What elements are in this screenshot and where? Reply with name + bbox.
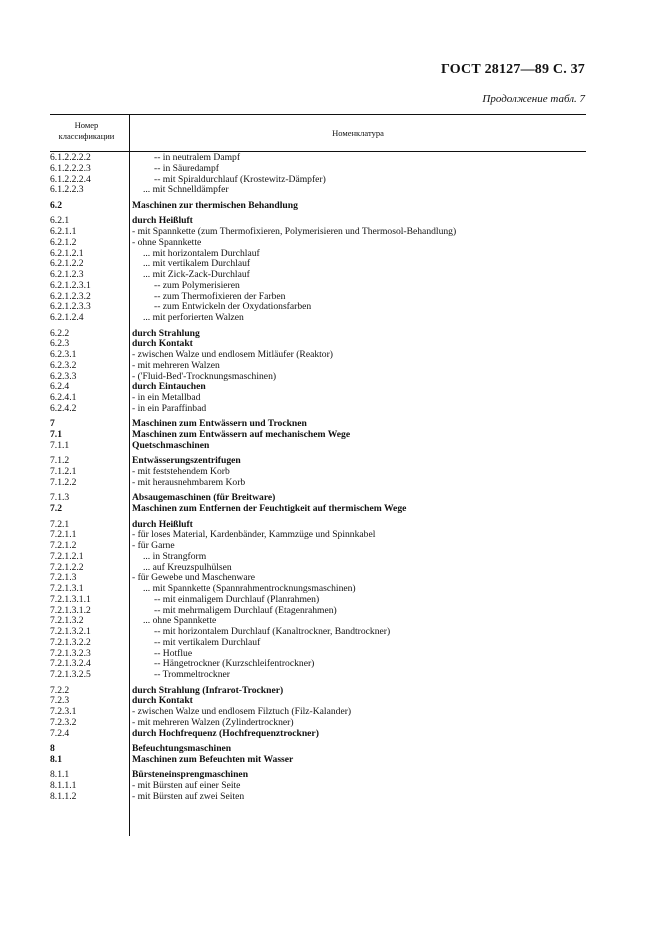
nomenclature-text: durch Strahlung (132, 327, 200, 339)
nomenclature-text: Maschinen zum Entfernen der Feuchtigkeit auf thermischem Wege (132, 503, 407, 514)
nomenclature-text: - mit mehreren Walzen (Zylindertrockner) (132, 716, 294, 728)
table-row (50, 270, 586, 281)
nomenclature-text: -- in Säuredampf (154, 162, 220, 174)
table-row (50, 201, 586, 212)
column-header-code-line2: классификации (58, 130, 115, 141)
classification-code: 7.2.1.3 (50, 572, 77, 584)
nomenclature-text: -- zum Polymerisieren (154, 279, 240, 291)
classification-code: 7.2.1.3.1 (50, 583, 84, 594)
table-row (50, 361, 586, 372)
nomenclature-text: -- mit vertikalem Durchlauf (154, 636, 261, 648)
nomenclature-text: - ('Fluid-Bed'-Trocknungsmaschinen) (132, 370, 277, 382)
nomenclature-text: Maschinen zur thermischen Behandlung (132, 199, 298, 211)
classification-code: 7.1.2.1 (50, 466, 77, 477)
table-row (50, 478, 586, 489)
table-row (50, 164, 586, 175)
classification-code: 6.1.2.2.2.4 (50, 173, 91, 185)
table-row (50, 313, 586, 324)
classification-code: 8.1.1.2 (50, 790, 77, 802)
nomenclature-text: Entwässerungszentrifugen (132, 455, 241, 467)
classification-code: 7.2 (50, 503, 62, 514)
table-continuation-note: Продолжение табл. 7 (482, 93, 585, 105)
nomenclature-text: - zwischen Walze und endlosem Filztuch (Filz-Kalander) (132, 706, 352, 717)
nomenclature-text: Bürsteneinsprengmaschinen (132, 769, 249, 781)
nomenclature-text: Absaugemaschinen (für Breitware) (132, 492, 276, 504)
classification-code: 6.2 (50, 199, 62, 211)
classification-code: 7.1.1 (50, 439, 70, 451)
table-row (50, 552, 586, 563)
table-row (50, 638, 586, 649)
nomenclature-text: - für Gewebe und Maschenware (132, 572, 256, 584)
table-row (50, 467, 586, 478)
classification-code: 6.2.1.2.1 (50, 247, 84, 259)
nomenclature-text: -- mit einmaligem Durchlauf (Planrahmen) (154, 593, 320, 605)
classification-code: 7.2.1.3.2.5 (50, 669, 91, 680)
classification-code: 7.2.1.3.2.3 (50, 647, 91, 659)
nomenclature-text: durch Heißluft (132, 215, 193, 227)
table-row (50, 563, 586, 574)
table-row (50, 404, 586, 415)
table-row (50, 430, 586, 441)
table-row (50, 372, 586, 383)
table-row (50, 292, 586, 303)
nomenclature-text: durch Strahlung (Infrarot-Trockner) (132, 684, 284, 696)
nomenclature-text: Maschinen zum Entwässern und Trocknen (132, 418, 307, 430)
classification-code: 8.1.1 (50, 769, 70, 781)
column-header-code (50, 115, 123, 151)
classification-code: 7.2.1.3.2.2 (50, 636, 91, 648)
nomenclature-text: - mit feststehendem Korb (132, 466, 230, 477)
classification-code: 6.2.1.2.3.3 (50, 301, 91, 313)
table-row (50, 781, 586, 792)
nomenclature-text: ... mit Zick-Zack-Durchlauf (143, 269, 250, 280)
classification-code: 7.2.1.3.2 (50, 615, 84, 627)
nomenclature-text: ... in Strangform (143, 550, 207, 562)
classification-code: 6.2.2 (50, 327, 70, 339)
table-row (50, 755, 586, 766)
classification-code: 6.2.1 (50, 215, 70, 227)
classification-code: 6.2.4 (50, 381, 70, 393)
table-row (50, 595, 586, 606)
classification-code: 7.2.1.2.1 (50, 550, 84, 562)
classification-code: 7.2.1.3.1.1 (50, 593, 91, 605)
classification-code: 7.1.2.2 (50, 476, 77, 488)
table-row (50, 441, 586, 452)
classification-code: 6.2.1.2.3.1 (50, 279, 91, 291)
classification-code: 6.2.3.1 (50, 349, 77, 360)
table-row (50, 302, 586, 313)
nomenclature-text: -- in neutralem Dampf (154, 152, 241, 163)
classification-code: 8 (50, 743, 55, 754)
nomenclature-text: - mit Spannkette (zum Thermofixieren, Polymerisieren und Thermosol-Behandlung) (132, 226, 457, 237)
column-header-nomenclature: Номенклатура (332, 128, 384, 138)
nomenclature-text: ... ohne Spannkette (143, 615, 217, 627)
table-row (50, 530, 586, 541)
table-row (50, 249, 586, 260)
table-row (50, 382, 586, 393)
nomenclature-text: Maschinen zum Entwässern auf mechanischem Wege (132, 429, 351, 440)
nomenclature-text: ... mit Schnelldämpfer (143, 184, 229, 196)
classification-code: 6.2.1.2.2 (50, 258, 84, 270)
table-body (50, 153, 586, 803)
nomenclature-text: durch Hochfrequenz (Hochfrequenztrockner) (132, 727, 319, 739)
table-row (50, 686, 586, 697)
table-row (50, 627, 586, 638)
nomenclature-text: - in ein Metallbad (132, 392, 201, 403)
table-row (50, 744, 586, 755)
classification-code: 8.1.1.1 (50, 780, 77, 791)
classification-code: 7.2.1 (50, 518, 70, 530)
nomenclature-text: - mit mehreren Walzen (132, 359, 220, 371)
classification-code: 6.2.4.2 (50, 402, 77, 414)
table-row (50, 153, 586, 164)
classification-code: 7.2.1.1 (50, 529, 77, 541)
table-row (50, 329, 586, 340)
table-row (50, 238, 586, 249)
classification-code: 7.2.4 (50, 727, 70, 739)
nomenclature-text: ... mit vertikalem Durchlauf (143, 258, 251, 270)
table-row (50, 729, 586, 740)
classification-code: 7 (50, 418, 55, 430)
nomenclature-text: ... mit perforierten Walzen (143, 312, 244, 323)
nomenclature-text: ... mit Spannkette (Spannrahmentrocknungsmaschinen) (143, 583, 356, 594)
table-row (50, 659, 586, 670)
classification-table (50, 114, 586, 152)
classification-code: 7.1.2 (50, 455, 70, 467)
nomenclature-text: - mit herausnehmbarem Korb (132, 476, 246, 488)
classification-code: 7.2.3 (50, 695, 70, 707)
table-row (50, 670, 586, 681)
classification-code: 8.1 (50, 753, 62, 765)
classification-code: 6.1.2.2.2.2 (50, 152, 91, 163)
table-row (50, 541, 586, 552)
table-row (50, 259, 586, 270)
classification-code: 6.1.2.2.2.3 (50, 162, 91, 174)
table-row (50, 281, 586, 292)
table-row (50, 649, 586, 660)
table-row (50, 770, 586, 781)
nomenclature-text: -- mit mehrmaligem Durchlauf (Etagenrahmen) (154, 604, 337, 616)
nomenclature-text: - mit Bürsten auf zwei Seiten (132, 790, 245, 802)
nomenclature-text: -- Hotflue (154, 647, 193, 659)
nomenclature-text: Quetschmaschinen (132, 439, 210, 451)
column-header-code-line1: Номер (74, 120, 99, 130)
classification-code: 6.2.1.2 (50, 236, 77, 248)
nomenclature-text: - für Garne (132, 540, 175, 551)
classification-code: 7.2.3.2 (50, 716, 77, 728)
nomenclature-text: -- Hängetrockner (Kurzschleifentrockner) (154, 658, 315, 670)
nomenclature-text: -- mit horizontalem Durchlauf (Kanaltrockner, Bandtrockner) (154, 626, 391, 637)
table-row (50, 227, 586, 238)
classification-code: 7.2.2 (50, 684, 70, 696)
nomenclature-text: - für loses Material, Kardenbänder, Kammzüge und Spinnkabel (132, 529, 376, 541)
nomenclature-text: Maschinen zum Befeuchten mit Wasser (132, 753, 294, 765)
classification-code: 6.2.3.3 (50, 370, 77, 382)
page-header: ГОСТ 28127—89 С. 37 (441, 62, 585, 77)
nomenclature-text: -- mit Spiraldurchlauf (Krostewitz-Dämpfer) (154, 173, 326, 185)
table-header (50, 114, 586, 152)
table-row (50, 175, 586, 186)
classification-code: 7.1.3 (50, 492, 70, 504)
nomenclature-text: -- zum Thermofixieren der Farben (154, 290, 286, 302)
table-row (50, 606, 586, 617)
classification-code: 6.1.2.2.3 (50, 184, 84, 196)
classification-code: 6.2.3.2 (50, 359, 77, 371)
table-row (50, 792, 586, 803)
classification-code: 7.2.1.3.1.2 (50, 604, 91, 616)
classification-code: 6.2.1.2.3 (50, 269, 84, 280)
table-row (50, 185, 586, 196)
classification-code: 7.2.1.3.2.4 (50, 658, 91, 670)
table-row (50, 718, 586, 729)
classification-code: 6.2.1.2.4 (50, 312, 84, 323)
nomenclature-text: durch Heißluft (132, 518, 193, 530)
table-row (50, 393, 586, 404)
nomenclature-text: durch Eintauchen (132, 381, 206, 393)
nomenclature-text: ... auf Kreuzspulhülsen (143, 561, 232, 573)
nomenclature-text: - mit Bürsten auf einer Seite (132, 780, 241, 791)
classification-code: 6.2.4.1 (50, 392, 77, 403)
nomenclature-text: ... mit horizontalem Durchlauf (143, 247, 260, 259)
classification-code: 7.1 (50, 429, 62, 440)
table-row (50, 707, 586, 718)
nomenclature-text: durch Kontakt (132, 338, 193, 350)
nomenclature-text: Befeuchtungsmaschinen (132, 743, 232, 754)
classification-code: 7.2.1.2.2 (50, 561, 84, 573)
table-row (50, 350, 586, 361)
table-row (50, 456, 586, 467)
classification-code: 6.2.1.2.3.2 (50, 290, 91, 302)
nomenclature-text: -- zum Entwickeln der Oxydationsfarben (154, 301, 312, 313)
nomenclature-text: -- Trommeltrockner (154, 669, 230, 680)
classification-code: 6.2.3 (50, 338, 70, 350)
table-row (50, 504, 586, 515)
classification-code: 6.2.1.1 (50, 226, 77, 237)
nomenclature-text: durch Kontakt (132, 695, 193, 707)
classification-code: 7.2.1.3.2.1 (50, 626, 91, 637)
classification-code: 7.2.3.1 (50, 706, 77, 717)
classification-code: 7.2.1.2 (50, 540, 77, 551)
nomenclature-text: - ohne Spannkette (132, 236, 202, 248)
nomenclature-text: - zwischen Walze und endlosem Mitläufer (Reaktor) (132, 349, 333, 360)
nomenclature-text: - in ein Paraffinbad (132, 402, 207, 414)
